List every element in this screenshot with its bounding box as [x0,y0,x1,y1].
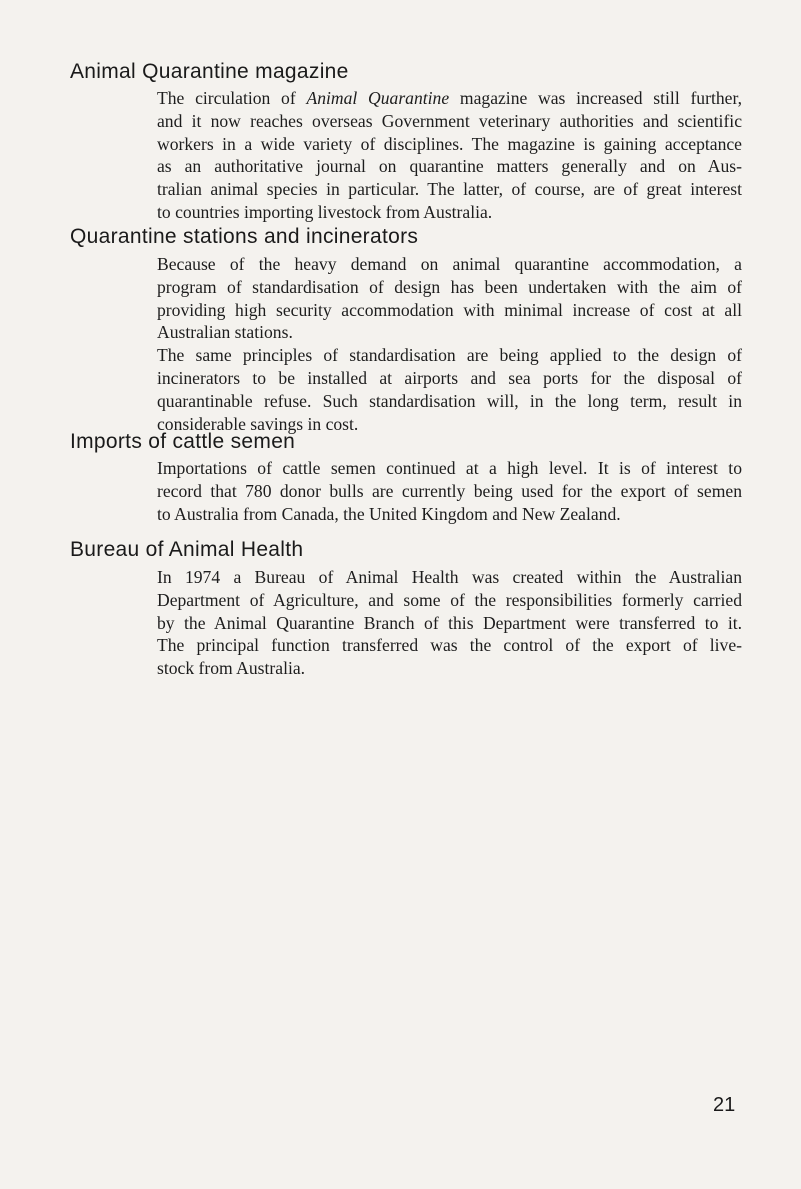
section-body-imports-of-cattle-semen [157,457,742,525]
text-run: The circulation of [157,88,307,108]
text-line: Department of Agriculture, and some of the responsibilities formerly carried [157,589,742,610]
section-body-bureau-of-animal-health [157,566,742,680]
text-line: record that 780 donor bulls are currently being used for the export of semen [157,480,742,501]
text-line: stock from Australia. [157,658,306,679]
text-line: incinerators to be installed at airports and sea ports for the disposal of [157,367,742,388]
section-body-quarantine-stations [157,253,742,435]
text-line: In 1974 a Bureau of Animal Health was created within the Australian [157,567,742,587]
section-heading-bureau-of-animal-health: Bureau of Animal Health [70,538,304,561]
magazine-title-italic: Animal Quarantine [306,88,450,108]
section-body-animal-quarantine-magazine [157,87,742,224]
text-line [157,87,742,110]
page-number: 21 [713,1094,736,1116]
text-line: workers in a wide variety of disciplines. The magazine is gaining acceptance [157,133,742,154]
text-line: to countries importing livestock from Australia. [157,201,493,222]
paragraph [157,566,742,680]
text-line: The same principles of standardisation are being applied to the design of [157,345,742,366]
text-line: The principal function transferred was the control of the export of live- [157,635,742,656]
text-line: tralian animal species in particular. The latter, of course, are of great interest [157,179,742,200]
section-heading-animal-quarantine-magazine: Animal Quarantine magazine [70,60,349,83]
text-line: as an authoritative journal on quarantine matters generally and on Aus- [157,156,742,177]
text-line: providing high security accommodation with minimal increase of cost at all [157,299,742,320]
paragraph [157,457,742,525]
text-line: program of standardisation of design has been undertaken with the aim of [157,276,742,297]
text-line: Australian stations. [157,322,293,343]
text-line: and it now reaches overseas Government veterinary authorities and scientific [157,110,742,131]
text-line: by the Animal Quarantine Branch of this Department were transferred to it. [157,612,742,633]
text-run: magazine was increased still further, [449,88,743,108]
paragraph [157,344,742,435]
paragraph [157,253,742,344]
paragraph [157,87,742,224]
text-line: considerable savings in cost. [157,413,359,434]
text-line: Importations of cattle semen continued at a high level. It is of interest to [157,458,742,478]
section-heading-quarantine-stations: Quarantine stations and incinerators [70,225,419,248]
text-line: Because of the heavy demand on animal quarantine accommodation, a [157,254,742,274]
text-line: quarantinable refuse. Such standardisation will, in the long term, result in [157,390,742,411]
section-heading-imports-of-cattle-semen: Imports of cattle semen [70,430,296,453]
text-line: to Australia from Canada, the United Kingdom and New Zealand. [157,503,621,524]
